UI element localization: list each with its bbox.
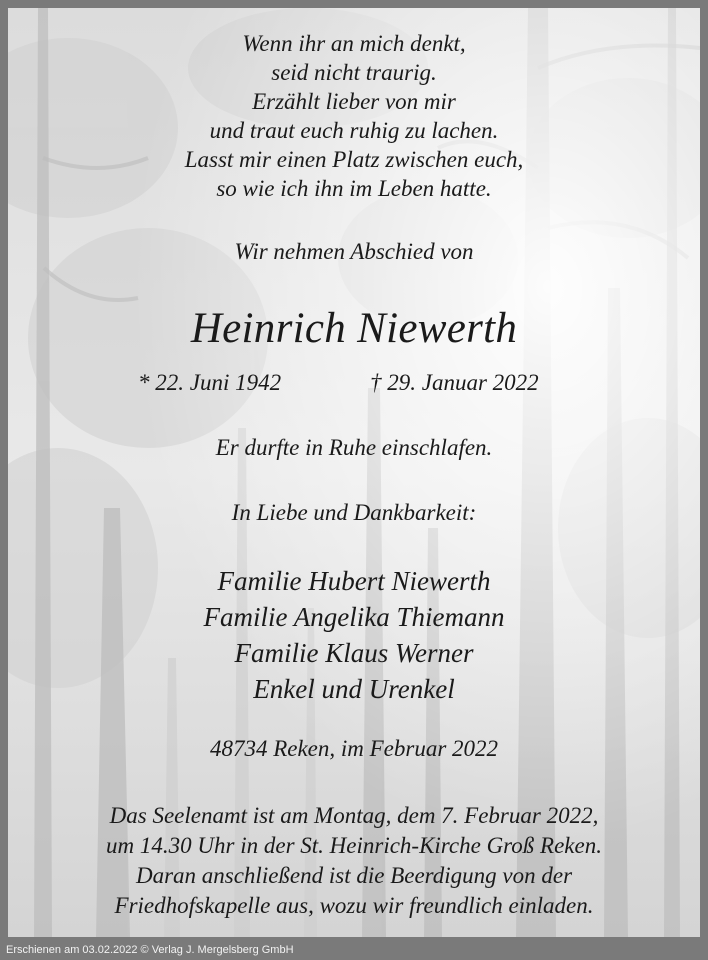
service-info	[8, 801, 700, 921]
birth-date: * 22. Juni 1942	[138, 370, 282, 395]
poem-line: Erzählt lieber von mir	[252, 89, 456, 114]
poem	[8, 29, 700, 203]
poem-line: so wie ich ihn im Leben hatte.	[216, 176, 492, 201]
mourner: Familie Hubert Niewerth	[217, 566, 491, 596]
obituary-notice	[8, 8, 700, 937]
poem-line: Lasst mir einen Platz zwischen euch,	[184, 147, 524, 172]
poem-line: und traut euch ruhig zu lachen.	[209, 118, 499, 143]
service-line: Friedhofskapelle aus, wozu wir freundlich einladen.	[114, 893, 594, 918]
mourner: Familie Angelika Thiemann	[203, 602, 505, 632]
service-line: Das Seelenamt ist am Montag, dem 7. Februar 2022,	[109, 803, 599, 828]
mourner: Familie Klaus Werner	[234, 638, 474, 668]
service-line: Daran anschließend ist die Beerdigung von der	[135, 863, 573, 888]
place-date: 48734 Reken, im Februar 2022	[209, 736, 499, 761]
mourners-list	[8, 563, 700, 707]
mourner: Enkel und Urenkel	[253, 674, 455, 704]
publication-footer: Erschienen am 03.02.2022 © Verlag J. Mergelsberg GmbH	[6, 944, 294, 956]
thanks-text: In Liebe und Dankbarkeit:	[231, 500, 477, 525]
service-line: um 14.30 Uhr in der St. Heinrich-Kirche Groß Reken.	[106, 833, 602, 858]
deceased-name: Heinrich Niewerth	[190, 305, 518, 352]
farewell-intro: Wir nehmen Abschied von	[234, 239, 474, 264]
poem-line: Wenn ihr an mich denkt,	[242, 31, 466, 56]
poem-line: seid nicht traurig.	[271, 60, 437, 85]
rest-text: Er durfte in Ruhe einschlafen.	[215, 435, 493, 460]
death-date: † 29. Januar 2022	[370, 370, 539, 395]
